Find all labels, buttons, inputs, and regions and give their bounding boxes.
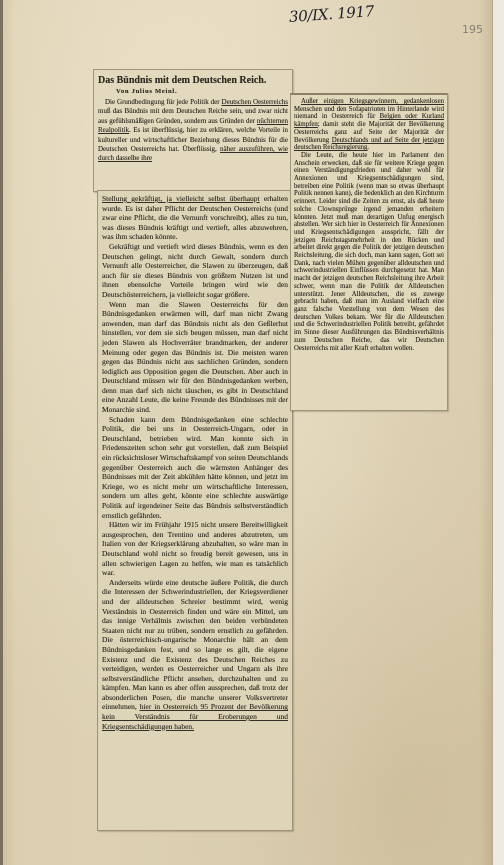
clipping-article-head — [93, 69, 293, 192]
text-run: . Es ist überflüssig, hier zu erklären, welche Vorteile in kultureller und wirtschaftlicher Beziehung dieses Bündnis für die Deutschen Oesterreichs hat. Überflüssig, — [98, 126, 288, 154]
text-run: . — [367, 144, 370, 152]
paragraph — [102, 520, 288, 578]
paragraph — [102, 300, 288, 415]
text-run: Anderseits würde eine deutsche äußere Politik, die durch die Interessen der Schwerindustriellen, der Kriegsverdiener und der alldeutschen Schreier bestimmt wird, wenig Verständnis in Oesterreich finden und wäre ein Mittel, um das innige Verhältnis zwischen den beiden verbündeten Staaten nicht nur zu trüben, sondern ernstlich zu gefährden. Die österreichisch-ungarische Monarchie hält an dem Bündnisgedanken fest, und so lange es gilt, die eigene Existenz und die Existenz des Deutschen Reiches zu verteidigen, werden es Oesterreicher und Ungarn als ihre selbstverständliche Pflicht ansehen, durchzuhalten und zu kämpfen. Man kann es aber offen aussprechen, daß trotz der absonderlichen Posen, die manche unserer Volksvertreter einnehmen, — [102, 577, 288, 712]
text-run: Wenn man die Slawen Oesterreichs für den Bündnisgedanken erwärmen will, darf man nicht Zwang anwenden, man darf das Bündnis nicht als den Geßlerhut hinstellen, vor dem sie sich beugen müssen, man darf nicht jeden Slawen als Hochverräter brandmarken, der anderer Meinung oder gegen das Bündnis ist. Die meisten waren gegen das Bündnis nicht aus sachlichen Gründen, sondern lediglich aus Opposition gegen die Deutschen. Aber auch in Deutschland müssen wir für den Bündnisgedanken werben, denn man darf sich nicht täuschen, es gibt in Deutschland eine Anzahl Leute, die keine Freunde des Bündnisses mit der Monarchie sind. — [102, 299, 288, 415]
text-run: Gekräftigt und vertieft wird dieses Bündnis, wenn es den Deutschen gelingt, nicht durch Gewalt, sondern durch Vernunft alle Oesterreicher, die Slawen zu überzeugen, daß auch für sie dieses Bündnis von größtem Nutzen ist und ihnen ebensolche Vorteile bringen wird wie den Deutschösterreichern, ja vielleicht sogar größere. — [102, 241, 288, 299]
underlined-text-run: nüchternen Realpolitik — [98, 116, 288, 135]
text-run: erhalten wurde. Es ist daher Pflicht der Deutschen Oesterreichs (und zwar eine Pflicht, die die Vernunft vorschreibt), alles zu tun, was dieses Bündnis kräftigt und vertieft, alles abzuwehren, was ihm schaden könnte. — [102, 194, 288, 242]
article-title: Das Bündnis mit dem Deutschen Reich. — [98, 75, 267, 86]
underlined-text-run: näher auszuführen, wie durch dasselbe ihre — [98, 145, 289, 163]
text-run: Schaden kann dem Bündnisgedanken eine schlechte Politik, die bei uns in Oesterreich-Ungarn, oder in Deutschland, betrieben wird. Man konnte sich in Friedenszeiten schon sehr gut vorstellen, daß zum Beispiel ein rücksichtsloser Wirtschaftskampf von seiten Deutschlands gegenüber Oesterreich auch die wärmsten Anhänger des Bündnisses mit der Zeit abkühlen hätte können, und jetzt im Kriege, wo es nicht mehr um wirtschaftliche Interessen, sondern um alles geht, könnte eine schlechte auswärtige Politik auf irgendeiner Seite das Bündnis selbstverständlich ernstlich gefährden. — [102, 414, 288, 520]
paragraph — [102, 578, 288, 732]
clipping-left-column — [97, 190, 293, 831]
underlined-text-run: Belgien oder Kurland kämpfen — [294, 113, 444, 129]
underlined-text-run: Außer einigen Kriegsgewinnern, gedankenlosen — [301, 98, 444, 105]
paragraph — [294, 98, 444, 152]
text-run: Menschen und den Sofapatrioten im Hinterlande wird niemand in Oesterreich für — [294, 105, 444, 121]
handwritten-date: 30/IX. 1917 — [288, 2, 375, 26]
intro-paragraph — [98, 98, 288, 164]
underlined-text-run: Stellung gekräftigt, ja vielleicht selbst überhaupt — [102, 194, 260, 203]
paragraph — [102, 415, 288, 521]
text-run: Hätten wir im Frühjahr 1915 nicht unsere Bereitwilligkeit ausgesprochen, den Trentino und anderes abzutreten, um Italien von der Kriegserklärung abzuhalten, so wäre man in Deutschland wohl nicht so freudig bereit gewesen, uns in allen schwierigen Lagen zu helfen, wie man es tatsächlich war. — [102, 520, 288, 578]
underlined-text-run: hier in Oesterreich 95 Prozent der Bevölkerung kein Verständnis für Eroberungen und Kriegsentschädigungen haben. — [102, 702, 288, 731]
clipping-right-column — [290, 93, 448, 411]
pencil-page-number: 195 — [462, 23, 483, 36]
underlined-text-run: Deutschlands und auf Seite der jetzigen deutschen Reichsregierung — [294, 136, 444, 152]
article-byline: Von Julius Meinl. — [116, 88, 178, 95]
text-run: ; damit steht die Majorität der Bevölkerung Oesterreichs ganz auf Seite der Majorität der Bevölkerung — [294, 121, 444, 144]
text-run: muß das Bündnis mit dem Deutschen Reiche sein, und zwar nicht aus gefühlsmäßigen Gründen, sondern aus Gründen der — [98, 107, 288, 125]
text-run: Die Leute, die heute hier im Parlament den Anschein erwecken, daß sie für weitere Kriege gegen einen Verständigungsfrieden und daher wohl für Annexionen und Kriegsentschädigungen sind, betreiben eine Politik (wenn man so etwas überhaupt Politik nennen kann), die bedenklich an den Kirchturm erinnert. Leider sind die Zeiten zu ernst, als daß heute solche Clownsprünge irgend jemanden erheitern könnten. Jetzt muß man derartigen Unfug energisch abstellen. Wer sich hier in Oesterreich für Annexionen und Kriegsentschädigungen ausspricht, fällt der jetzigen Reichstagsmehrheit in den Rücken und arbeitet direkt gegen die Politik der jetzigen deutschen Reichsleitung, die sich doch, man kann sagen, Gott sei Dank, nach vielen Mühen gegenüber alldeutschen und schwerindustriellen Einflüssen durchgesetzt hat. Man macht der jetzigen deutschen Reichsleitung ihre Arbeit schwer, wenn man die Politik der Alldeutschen unterstützt. Jener Alldeutschen, die es zuwege gebracht haben, daß man im Ausland vielfach eine ganz falsche Vorstellung von dem Wesen des deutschen Volkes bekam. Wer für die Alldeutschen und die Schwerindustriellen Politik betreibt, gefährdet im Sinne dieser Ausführungen das Bündnisverhältnis zum Deutschen Reiche, das wir Deutschen Oesterreichs mit aller Kraft erhalten wollen. — [294, 151, 444, 352]
paragraph — [102, 194, 288, 242]
text-run: Die Grundbedingung für jede Politik der — [105, 98, 222, 106]
paragraph — [102, 242, 288, 300]
underlined-text-run: Deutschen Oesterreichs — [221, 98, 289, 106]
paragraph — [294, 152, 444, 352]
